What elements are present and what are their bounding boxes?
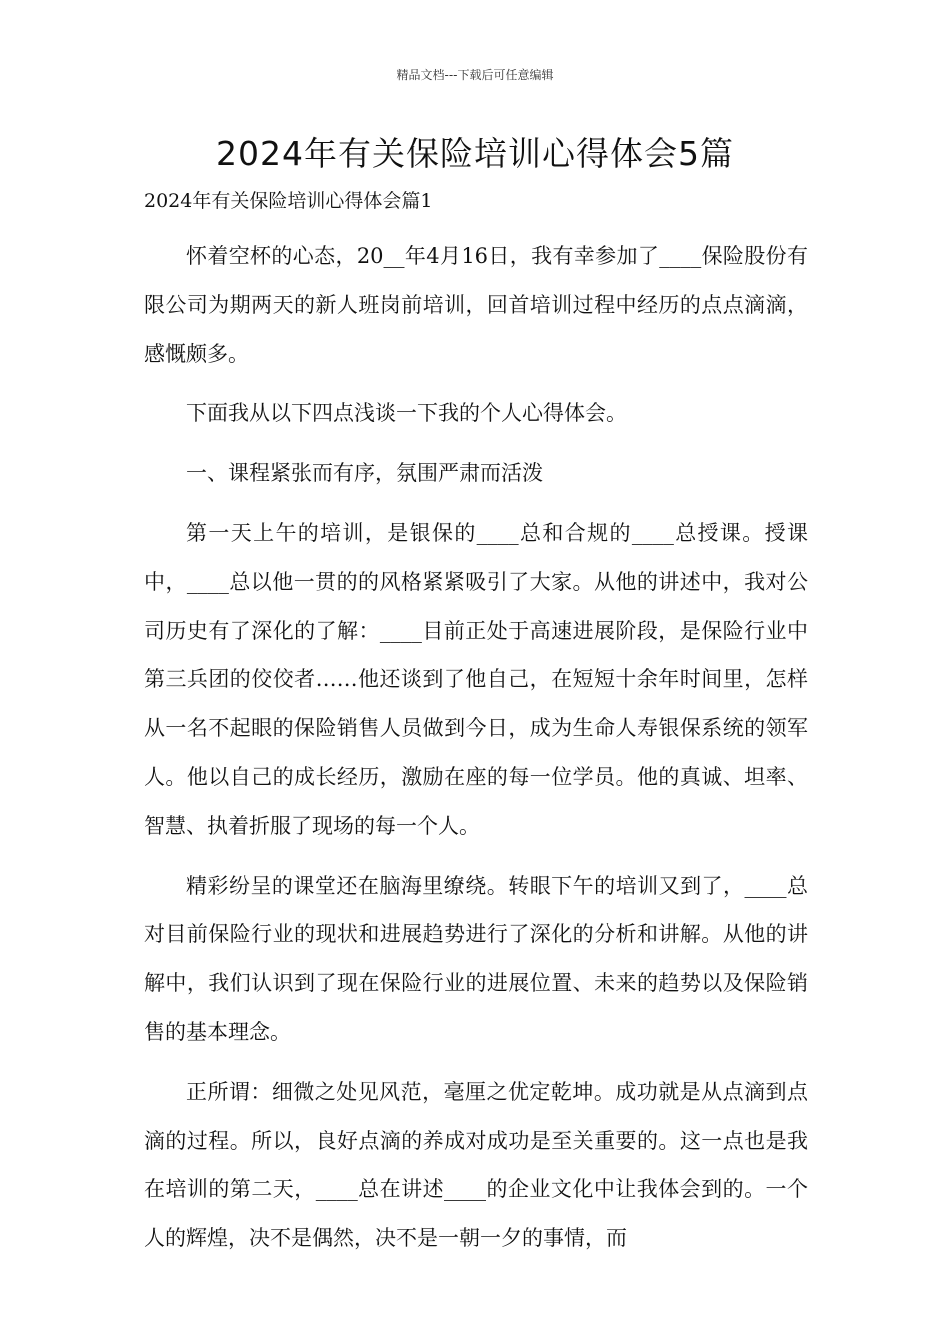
paragraph: 第一天上午的培训，是银保的____总和合规的____总授课。授课中，____总以他一贯的的风格紧紧吸引了大家。从他的讲述中，我对公司历史有了深化的了解：____目前正处于高速进展阶段，是保险行业中第三兵团的佼佼者……他还谈到了他自己，在短短十余年时间里，怎样从一名不起眼的保险销售人员做到今日，成为生命人寿银保系统的领军人。他以自己的成长经历，激励在座的每一位学员。他的真诚、坦率、智慧、执着折服了现场的每一个人。: [144, 520, 808, 838]
document-title: 2024年有关保险培训心得体会5篇: [216, 134, 734, 173]
header-note: 精品文档---下载后可任意编辑: [396, 68, 554, 82]
document-body: [144, 232, 808, 1274]
paragraph: 精彩纷呈的课堂还在脑海里缭绕。转眼下午的培训又到了，____总对目前保险行业的现状和进展趋势进行了深化的分析和讲解。从他的讲解中，我们认识到了现在保险行业的进展位置、未来的趋势以及保险销售的基本理念。: [144, 873, 808, 1044]
paragraph: 正所谓：细微之处见风范，毫厘之优定乾坤。成功就是从点滴到点滴的过程。所以，良好点滴的养成对成功是至关重要的。这一点也是我在培训的第二天，____总在讲述____的企业文化中让我体会到的。一个人的辉煌，决不是偶然，决不是一朝一夕的事情，而: [144, 1079, 808, 1251]
paragraph: 下面我从以下四点浅谈一下我的个人心得体会。: [186, 401, 627, 426]
paragraph: 怀着空杯的心态，20__年4月16日，我有幸参加了____保险股份有限公司为期两天的新人班岗前培训，回首培训过程中经历的点点滴滴，感慨颇多。: [144, 244, 808, 366]
section-title: 2024年有关保险培训心得体会篇1: [144, 190, 433, 212]
paragraph: 一、课程紧张而有序，氛围严肃而活泼: [186, 461, 543, 486]
